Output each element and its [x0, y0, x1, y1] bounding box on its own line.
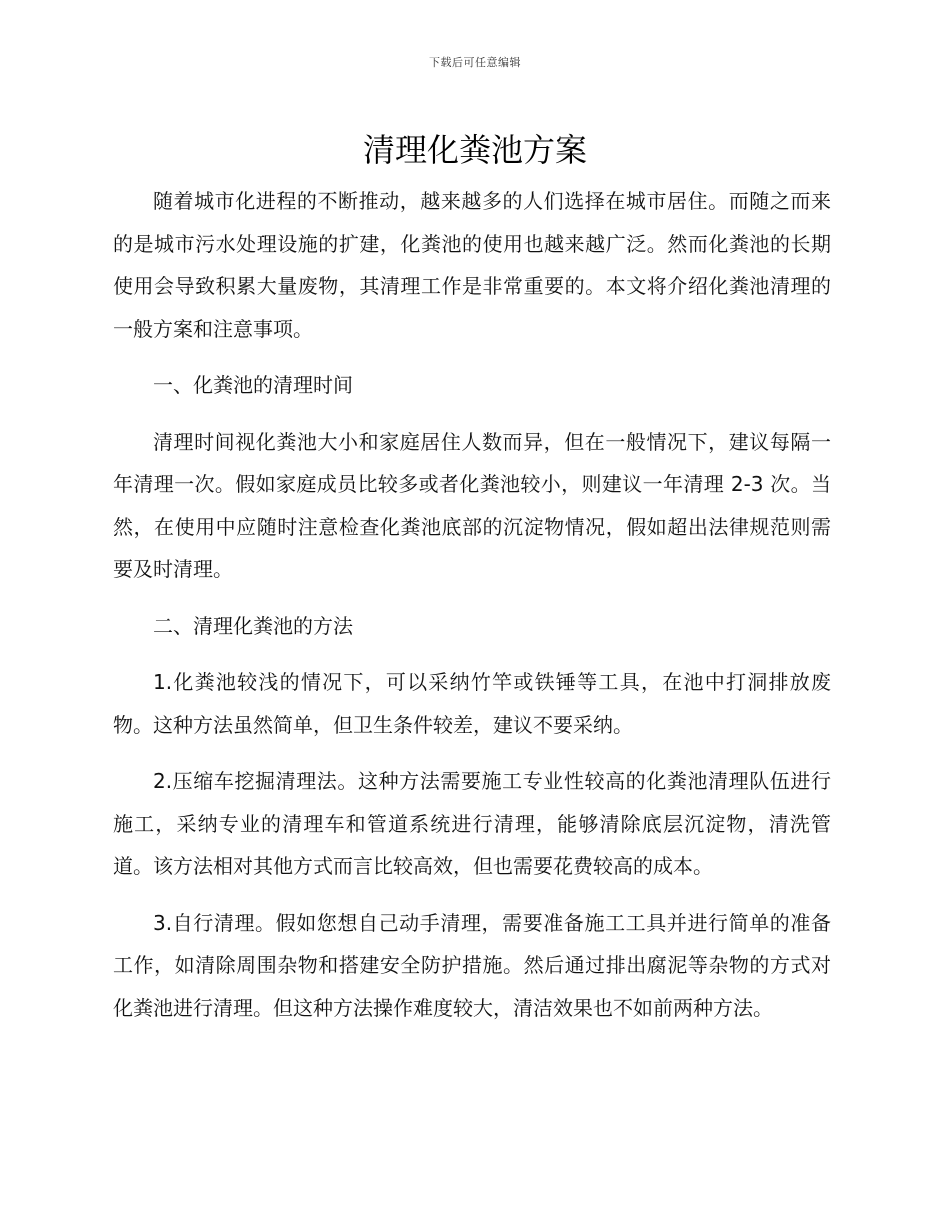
method-1-paragraph: 1.化粪池较浅的情况下，可以采纳竹竿或铁锤等工具，在池中打洞排放废物。这种方法虽然简单，但卫生条件较差，建议不要采纳。 — [113, 670, 831, 737]
section-2-heading: 二、清理化粪池的方法 — [153, 613, 353, 638]
document-title: 清理化粪池方案 — [362, 131, 587, 169]
section-1-heading: 一、化粪池的清理时间 — [153, 373, 353, 397]
intro-paragraph: 随着城市化进程的不断推动，越来越多的人们选择在城市居住。而随之而来的是城市污水处理设施的扩建，化粪池的使用也越来越广泛。然而化粪池的长期使用会导致积累大量废物，其清理工作是非常重要的。本文将介绍化粪池清理的一般方案和注意事项。 — [113, 189, 831, 341]
method-2-paragraph: 2.压缩车挖掘清理法。这种方法需要施工专业性较高的化粪池清理队伍进行施工，采纳专业的清理车和管道系统进行清理，能够清除底层沉淀物，清洗管道。该方法相对其他方式而言比较高效，但也需要花费较高的成本。 — [113, 769, 831, 878]
section-1-paragraph: 清理时间视化粪池大小和家庭居住人数而异，但在一般情况下，建议每隔一年清理一次。假如家庭成员比较多或者化粪池较小，则建议一年清理 2-3 次。当然，在使用中应随时注意检查化粪池底部的沉淀物情况，假如超出法律规范则需要及时清理。 — [113, 429, 831, 581]
method-3-paragraph: 3.自行清理。假如您想自己动手清理，需要准备施工工具并进行简单的准备工作，如清除周围杂物和搭建安全防护措施。然后通过排出腐泥等杂物的方式对化粪池进行清理。但这种方法操作难度较大，清洁效果也不如前两种方法。 — [113, 910, 831, 1020]
page-header-note: 下载后可任意编辑 — [429, 56, 521, 69]
document-body — [113, 180, 831, 1043]
